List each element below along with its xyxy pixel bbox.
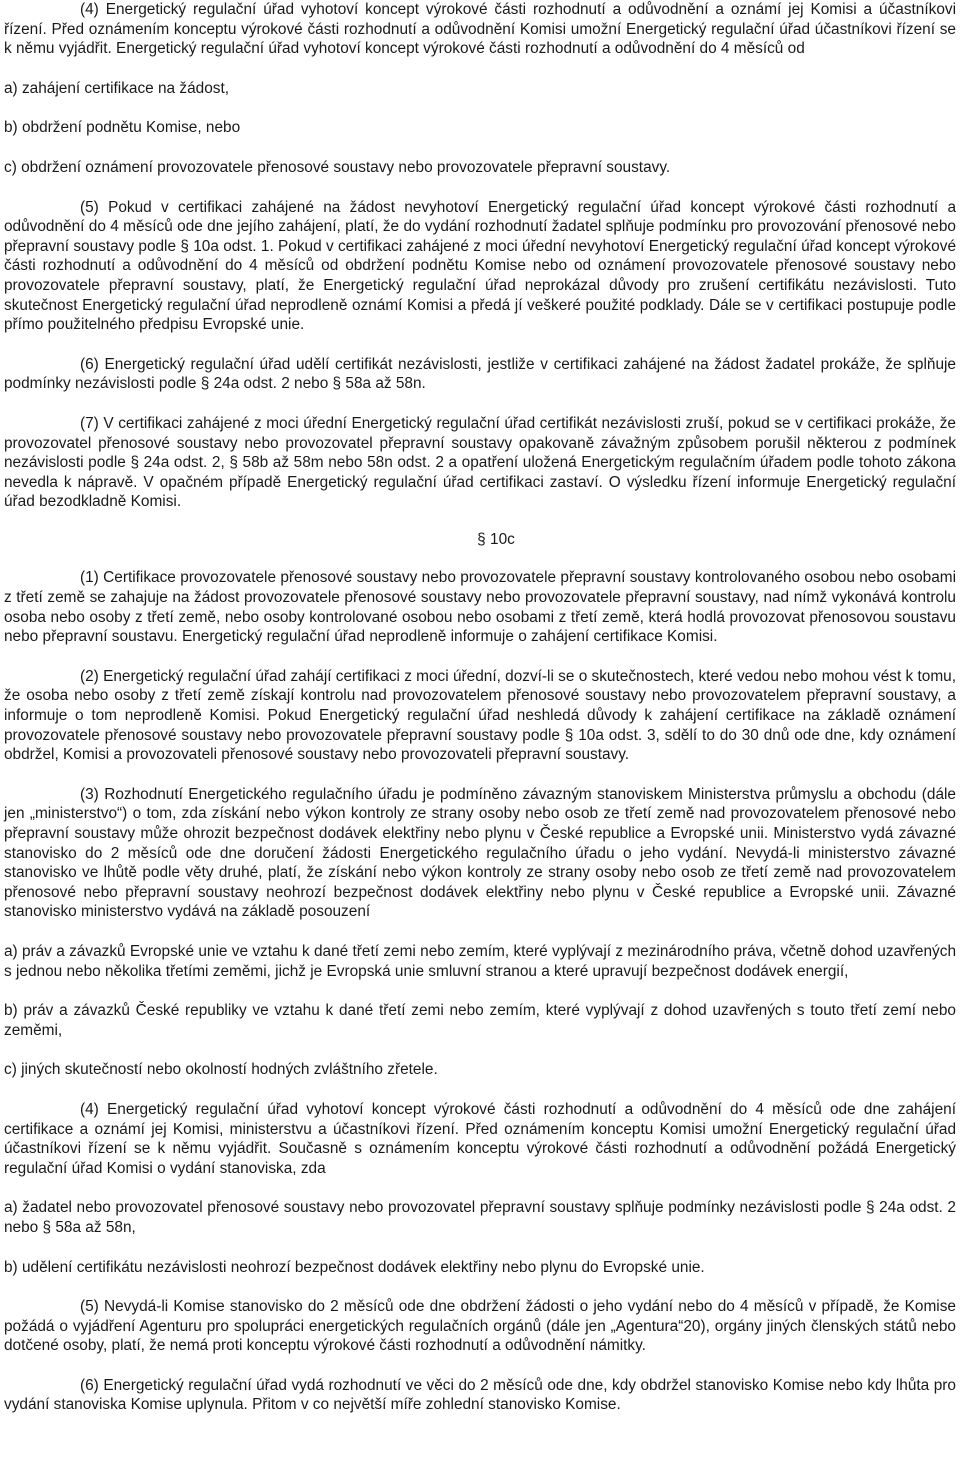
- paragraph-10c-4: (4) Energetický regulační úřad vyhotoví koncept výrokové části rozhodnutí a odůvodnění do 4 měsíců ode dne zahájení certifikace a oznámí jej Komisi, ministerstvu a účastníkovi řízení. Před oznámením konceptu Komisi umožní Energetický regulační úřad účastníkovi řízení se k němu vyjádřit. Současně s oznámením konceptu výrokové části rozhodnutí a odůvodnění požádá Energetický regulační úřad Komisi o vydání stanoviska, zda: [4, 1100, 956, 1177]
- list-item-a-2: a) práv a závazků Evropské unie ve vztahu k dané třetí zemi nebo zemím, které vyplývají z mezinárodního práva, včetně dohod uzavřených s jednou nebo několika třetími zeměmi, jichž je Evropská unie smluvní stranou a které upravují bezpečnost dodávek energií,: [4, 942, 956, 980]
- list-item-b: b) obdržení podnětu Komise, nebo: [4, 119, 241, 137]
- paragraph-10c-5: (5) Nevydá-li Komise stanovisko do 2 měsíců ode dne obdržení žádosti o jeho vydání nebo do 4 měsíců v případě, že Komise požádá o vyjádření Agenturu pro spolupráci energetických regulačních orgánů (dále jen „Agentura“20), orgány jiných členských států nebo dotčené osoby, platí, že nemá proti konceptu výrokové části rozhodnutí a odůvodnění námitky.: [4, 1298, 956, 1355]
- paragraph-10b-7: (7) V certifikaci zahájené z moci úřední Energetický regulační úřad certifikát nezávislosti zruší, pokud se v certifikaci prokáže, že provozovatel přenosové soustavy nebo provozovatel přepravní soustavy opakovaně závažným způsobem porušil některou z podmínek nezávislosti podle § 24a odst. 2, § 58b až 58m nebo 58n odst. 2 a opatření uložená Energetickým regulačním úřadem podle tohoto zákona nevedla k nápravě. V opačném případě Energetický regulační úřad certifikaci zastaví. O výsledku řízení informuje Energetický regulační úřad bezodkladně Komisi.: [4, 414, 956, 511]
- paragraph-10b-4: (4) Energetický regulační úřad vyhotoví koncept výrokové části rozhodnutí a odůvodnění a oznámí jej Komisi a účastníkovi řízení. Před oznámením konceptu výrokové části rozhodnutí a odůvodnění Komisi umožní Energetický regulační úřad účastníkovi řízení se k němu vyjádřit. Energetický regulační úřad vyhotoví koncept výrokové části rozhodnutí a odůvodnění do 4 měsíců od: [4, 1, 956, 58]
- list-item-c: c) obdržení oznámení provozovatele přenosové soustavy nebo provozovatele přepravní soustavy.: [4, 158, 671, 176]
- list-item-a-3: a) žadatel nebo provozovatel přenosové soustavy nebo provozovatel přepravní soustavy splňuje podmínky nezávislosti podle § 24a odst. 2 nebo § 58a až 58n,: [4, 1199, 956, 1236]
- paragraph-10c-2: (2) Energetický regulační úřad zahájí certifikaci z moci úřední, dozví-li se o skutečnostech, které vedou nebo mohou vést k tomu, že osoba nebo osoby z třetí země získají kontrolu nad provozovatelem přenosové soustavy nebo provozovatelem přepravní soustavy, a informuje o tom neprodleně Komisi. Pokud Energetický regulační úřad neshledá důvody k zahájení certifikace na základě oznámení provozovatele přenosové soustavy nebo provozovatele přepravní soustavy podle § 10a odst. 3, sdělí to do 30 dnů ode dne, kdy oznámení obdržel, Komisi a provozovateli přenosové soustavy nebo provozovateli přepravní soustavy.: [4, 667, 956, 764]
- paragraph-10b-5: (5) Pokud v certifikaci zahájené na žádost nevyhotoví Energetický regulační úřad koncept výrokové části rozhodnutí a odůvodnění do 4 měsíců ode dne jejího zahájení, platí, že do vydání rozhodnutí žadatel splňuje podmínku pro provozování přenosové nebo přepravní soustavy podle § 10a odst. 1. Pokud v certifikaci zahájené z moci úřední nevyhotoví Energetický regulační úřad koncept výrokové části rozhodnutí a odůvodnění do 4 měsíců od obdržení podnětu Komise nebo od oznámení provozovatele přenosové soustavy nebo provozovatele přepravní soustavy, platí, že Energetický regulační úřad neprokázal důvody pro zrušení certifikátu nezávislosti. Tuto skutečnost Energetický regulační úřad neprodleně oznámí Komisi a předá jí veškeré použité podklady. Dále se v certifikaci postupuje podle přímo použitelného předpisu Evropské unie.: [4, 198, 956, 334]
- paragraph-10c-6: (6) Energetický regulační úřad vydá rozhodnutí ve věci do 2 měsíců ode dne, kdy obdržel stanovisko Komise nebo kdy lhůta pro vydání stanoviska Komise uplynula. Přitom v co největší míře zohlední stanovisko Komise.: [4, 1376, 956, 1414]
- list-item-b-2: b) práv a závazků České republiky ve vztahu k dané třetí zemi nebo zemím, které vyplývají z dohod uzavřených s touto třetí zemí nebo zeměmi,: [4, 1002, 956, 1039]
- list-item-c-2: c) jiných skutečností nebo okolností hodných zvláštního zřetele.: [4, 1061, 438, 1079]
- paragraph-10c-3: (3) Rozhodnutí Energetického regulačního úřadu je podmíněno závazným stanoviskem Ministerstva průmyslu a obchodu (dále jen „ministerstvo“) o tom, zda získání nebo výkon kontroly ze strany osoby nebo osob ze třetí země nad provozovatelem přenosové nebo přepravní soustavy může ohrozit bezpečnost dodávek elektřiny nebo plynu v České republice a Evropské unii. Ministerstvo vydá závazné stanovisko do 2 měsíců ode dne doručení žádosti Energetického regulačního úřadu o jeho vydání. Nevydá-li ministerstvo závazné stanovisko ve lhůtě podle věty druhé, platí, že získání nebo výkon kontroly ze strany osoby nebo osob ze třetí země nad provozovatelem přenosové nebo přepravní soustavy neohrozí bezpečnost dodávek elektřiny nebo plynu v České republice a Evropské unii. Závazné stanovisko ministerstvo vydává na základě posouzení: [4, 785, 956, 921]
- list-item-a: a) zahájení certifikace na žádost,: [4, 79, 229, 97]
- section-heading-10c: § 10c: [477, 530, 515, 548]
- paragraph-10b-6: (6) Energetický regulační úřad udělí certifikát nezávislosti, jestliže v certifikaci zahájené na žádost žadatel prokáže, že splňuje podmínky nezávislosti podle § 24a odst. 2 nebo § 58a až 58n.: [4, 355, 956, 393]
- paragraph-10c-1: (1) Certifikace provozovatele přenosové soustavy nebo provozovatele přepravní soustavy kontrolovaného osobou nebo osobami z třetí země se zahajuje na žádost provozovatele přenosové soustavy nebo provozovatele přepravní soustavy, nad nímž vykonává kontrolu osoba nebo osoby z třetí země, nebo osoby kontrolované osobou nebo osobami z třetí země, která hodlá provozovat přenosovou soustavu nebo přepravní soustavu. Energetický regulační úřad neprodleně informuje o zahájení certifikace Komisi.: [4, 569, 956, 646]
- list-item-b-3: b) udělení certifikátu nezávislosti neohrozí bezpečnost dodávek elektřiny nebo plynu do Evropské unie.: [4, 1258, 705, 1276]
- document-page: [4, 0, 956, 1415]
